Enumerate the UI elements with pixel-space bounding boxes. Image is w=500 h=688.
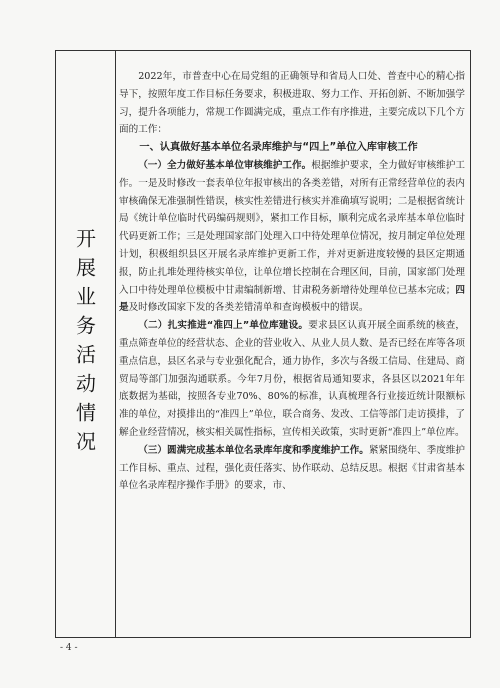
page-number: - 4 -: [60, 643, 78, 653]
paragraph-2-title: （二）扎实推进“准四上”单位库建设。: [138, 320, 309, 332]
paragraph-1-body: 根据维护要求，全力做好审核维护工作。一是及时修改一套表单位年报审核出的各类差错，对所有正常经营单位的表内审核确保无准强制性错误，核实性差错进行核实并准确填写说明；二是根据省统计局《统计单位临时代码编码规则》，紧扣工作目标，顺利完成名录库基本单位临时代码更新工作；三是处理国家部门处理入口中待处理单位情况，按月制定单位处理计划，积极组织县区开展名录库维护更新工作，并对更新进度较慢的县区定期通报，防止扎堆处理待核实单位，让单位增长控制在合理区间，目前，国家部门处理入口中待处理单位模板中甘肃编制新增、甘肃税务新增待处理单位已基本完成；: [119, 159, 466, 296]
paragraph-2-body: 要求县区认真开展全面系统的核查，重点筛查单位的经营状态、企业的营业收入、从业人员人数、是否已经在库等各项重点信息，县区名录与专业强化配合，通力协作，多次与各级工信局、住建局、商贸局等部门加强沟通联系。今年7月份，根据省局通知要求，各县区以2021年年底数据为基础，按照各专业70%、80%的标准，认真梳理各行业接近统计限额标准的单位，对摸排出的“准四上”单位，联合商务、发改、工信等部门走访摸排，了解企业经营情况，核实相关属性指标，宣传相关政策，实时更新“准四上”单位库。: [119, 320, 465, 438]
document-body: [119, 68, 465, 495]
paragraph-2: [119, 317, 465, 442]
paragraph-1: [119, 157, 465, 317]
paragraph-1-tail-title: 四是: [119, 284, 466, 314]
paragraph-3: [119, 442, 465, 495]
paragraph-1-title: （一）全力做好基本单位审核维护工作。: [138, 159, 312, 171]
paragraph-3-body: 紧紧围绕年、季度维护工作目标、重点、过程，强化责任落实、协作联动、总结反思。根据《甘肃省基本单位名录库程序操作手册》的要求，市、: [119, 444, 466, 492]
section-heading: 一、认真做好基本单位名录库维护与“四上”单位入库审核工作: [139, 142, 418, 154]
column-divider: [115, 50, 116, 638]
sidebar-title: 开展业务活动情况: [72, 228, 97, 460]
sidebar-title-cell: [55, 50, 115, 638]
intro-paragraph: 2022年，市普查中心在局党组的正确领导和省局人口处、普查中心的精心指导下，按照年度工作目标任务要求，积极进取、努力工作、开拓创新、不断加强学习，提升各项能力，常规工作圆满完成，重点工作有序推进，主要完成以下几个方面的工作：: [119, 71, 465, 136]
paragraph-1-tail-body: 及时修改国家下发的各类差错清单和查询模板中的错误。: [128, 302, 369, 314]
paragraph-3-title: （三）圆满完成基本单位名录库年度和季度维护工作。: [138, 444, 369, 456]
